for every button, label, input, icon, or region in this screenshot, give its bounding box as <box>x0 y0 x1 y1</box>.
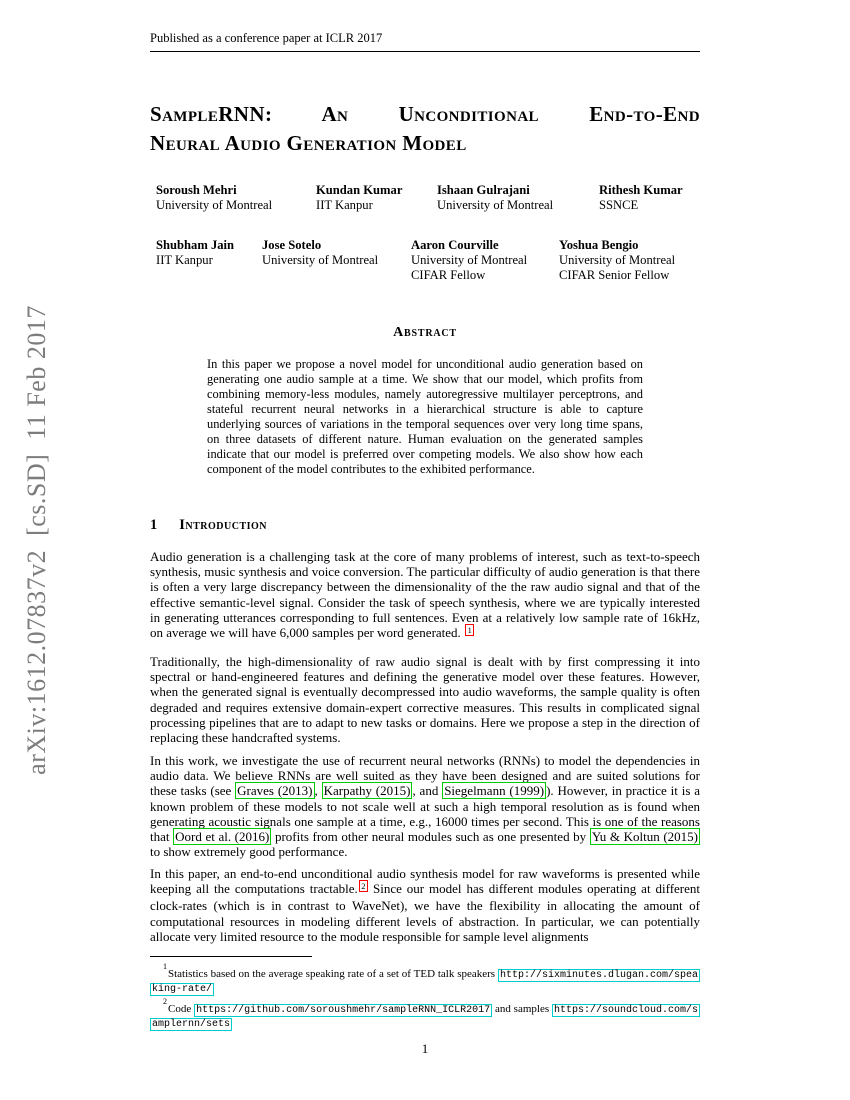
authors-row-2 <box>150 238 700 293</box>
footnote-rule <box>150 956 312 957</box>
text-run: ). However, in practice it is a known problem of these models to not scale well at such a high temporal resolution as is found when generating acoustic signals one sample at a time, e.g., 16000 times per second. This is one of the reasons that <box>150 783 700 845</box>
authors-row-1 <box>150 183 700 223</box>
citation-link[interactable]: Karpathy (2015) <box>323 783 411 799</box>
footnote-text <box>150 1003 700 1029</box>
text-run: In this paper, an end-to-end unconditional audio synthesis model for raw waveforms is presented while keeping all the computations tractable. <box>150 866 700 897</box>
footnote-marker: 1 <box>163 962 167 971</box>
author-affiliation: CIFAR Senior Fellow <box>559 268 670 283</box>
running-header <box>150 31 700 52</box>
author-affiliation: IIT Kanpur <box>156 253 213 268</box>
paper-page <box>150 0 700 1100</box>
text-run: Since our model has different modules operating at different clock-rates (which is in contrast to WaveNet), we have the flexibility in allocating the amount of computational resources in modeling different levels of abstraction. In particular, we can potentially allocate very limited resource to the module responsible for sample level alignments <box>150 881 701 944</box>
footnote-1 <box>150 963 700 996</box>
author-ishaan-gulrajani <box>437 183 553 213</box>
author-aaron-courville <box>411 238 527 284</box>
url-link[interactable]: https://github.com/soroushmehr/sampleRNN_ICLR2017 <box>196 1004 491 1016</box>
author-name: Aaron Courville <box>411 238 499 252</box>
author-affiliation: University of Montreal <box>156 198 273 213</box>
author-affiliation: IIT Kanpur <box>316 198 373 213</box>
intro-paragraph-1 <box>150 549 700 642</box>
author-affiliation: CIFAR Fellow <box>411 268 486 283</box>
author-yoshua-bengio <box>559 238 675 284</box>
abstract-text: In this paper we propose a novel model for unconditional audio generation based on generating one audio sample at a time. We show that our model, which profits from combining memory-less modules, namely autoregressive multilayer perceptrons, and stateful recurrent neural networks in a hierarchical structure is able to capture underlying sources of variations in the temporal sequences over very long time spans, on three datasets of different nature. Human evaluation on the generated samples indicate that our model is preferred over competing models. We also show how each component of the model contributes to the exhibited performance. <box>207 357 643 476</box>
footnote-ref-link[interactable]: 2 <box>359 880 368 892</box>
citation-link[interactable]: Graves (2013) <box>237 783 313 799</box>
url-link[interactable]: https://soundcloud.com/samplernn/sets <box>152 1004 698 1030</box>
text-run: , <box>314 783 322 799</box>
text-run: profits from other neural modules such as one presented by <box>271 829 590 845</box>
section-title: Introduction <box>179 517 268 533</box>
arxiv-watermark: arXiv:1612.07837v2 [cs.SD] 11 Feb 2017 <box>22 305 51 775</box>
paper-title <box>150 100 700 157</box>
running-header-text: Published as a conference paper at ICLR 2017 <box>150 31 383 45</box>
intro-paragraph-4 <box>150 866 700 944</box>
abstract-heading: Abstract <box>393 325 457 340</box>
author-rithesh-kumar <box>599 183 683 213</box>
paper-title-line-1: SampleRNN: An Unconditional End-to-End <box>150 102 700 126</box>
footnote-2 <box>150 998 700 1031</box>
page-number: 1 <box>421 1041 429 1056</box>
citation-link[interactable]: Siegelmann (1999) <box>444 783 545 799</box>
text-run: Traditionally, the high-dimensionality of raw audio signal is dealt with by first compressing it into spectral or hand-engineered features and defining the generative model over these features. However, when the generated signal is eventually decompressed into audio waveforms, the sample quality is often degraded and requires extensive domain-expert corrective measures. This results in complicated signal processing pipelines that are to adapt to new tasks or domains. Here we propose a step in the direction of replacing these handcrafted systems. <box>150 654 700 746</box>
url-link[interactable]: http://sixminutes.dlugan.com/speaking-rate/ <box>152 969 698 995</box>
section-number: 1 <box>150 517 158 533</box>
paper-title-line-2: Neural Audio Generation Model <box>150 130 467 155</box>
author-name: Ishaan Gulrajani <box>437 183 530 197</box>
author-name: Jose Sotelo <box>262 238 322 252</box>
text-run: , and <box>412 783 443 799</box>
footnote-text <box>150 968 700 994</box>
author-name: Shubham Jain <box>156 238 235 252</box>
author-jose-sotelo <box>262 238 378 268</box>
author-shubham-jain <box>156 238 234 268</box>
author-affiliation: SSNCE <box>599 198 639 213</box>
footnotes-section <box>150 956 700 1033</box>
section-heading-introduction <box>150 517 267 534</box>
intro-paragraph-2 <box>150 654 700 745</box>
author-name: Rithesh Kumar <box>599 183 683 197</box>
footnote-marker: 2 <box>163 997 167 1007</box>
citation-link[interactable]: Yu & Koltun (2015) <box>591 829 698 845</box>
citation-link[interactable]: Oord et al. (2016) <box>175 829 270 845</box>
author-name: Kundan Kumar <box>316 183 403 197</box>
author-affiliation: University of Montreal <box>437 198 554 213</box>
author-name: Yoshua Bengio <box>559 238 639 252</box>
author-affiliation: University of Montreal <box>262 253 379 268</box>
text-run: In this work, we investigate the use of recurrent neural networks (RNNs) to model the dependencies in audio data. We believe RNNs are well suited as they have been designed and are suited solutions for these tasks (see <box>150 753 700 799</box>
text-run: Audio generation is a challenging task at the core of many problems of interest, such as text-to-speech synthesis, music synthesis and voice conversion. The particular difficulty of audio generation is that there is often a very large discrepancy between the dimensionality of the the raw audio signal and that of the effective semantic-level signal. Consider the task of speech synthesis, where we are typically interested in generating utterances corresponding to full sentences. Even at a relatively low sample rate of 16kHz, on average we will have 6,000 samples per word generated. <box>150 549 700 641</box>
intro-paragraph-3 <box>150 753 700 859</box>
text-run: Code <box>168 1002 195 1015</box>
text-run: and samples <box>492 1002 552 1015</box>
author-kundan-kumar <box>316 183 402 213</box>
author-name: Soroush Mehri <box>156 183 237 197</box>
text-run: to show extremely good performance. <box>150 844 348 860</box>
author-soroush-mehri <box>156 183 272 213</box>
author-block <box>150 183 700 295</box>
author-affiliation: University of Montreal <box>559 253 676 268</box>
footnote-ref-link[interactable]: 1 <box>465 624 474 636</box>
text-run: Statistics based on the average speaking rate of a set of TED talk speakers <box>168 967 498 980</box>
author-affiliation: University of Montreal <box>411 253 528 268</box>
